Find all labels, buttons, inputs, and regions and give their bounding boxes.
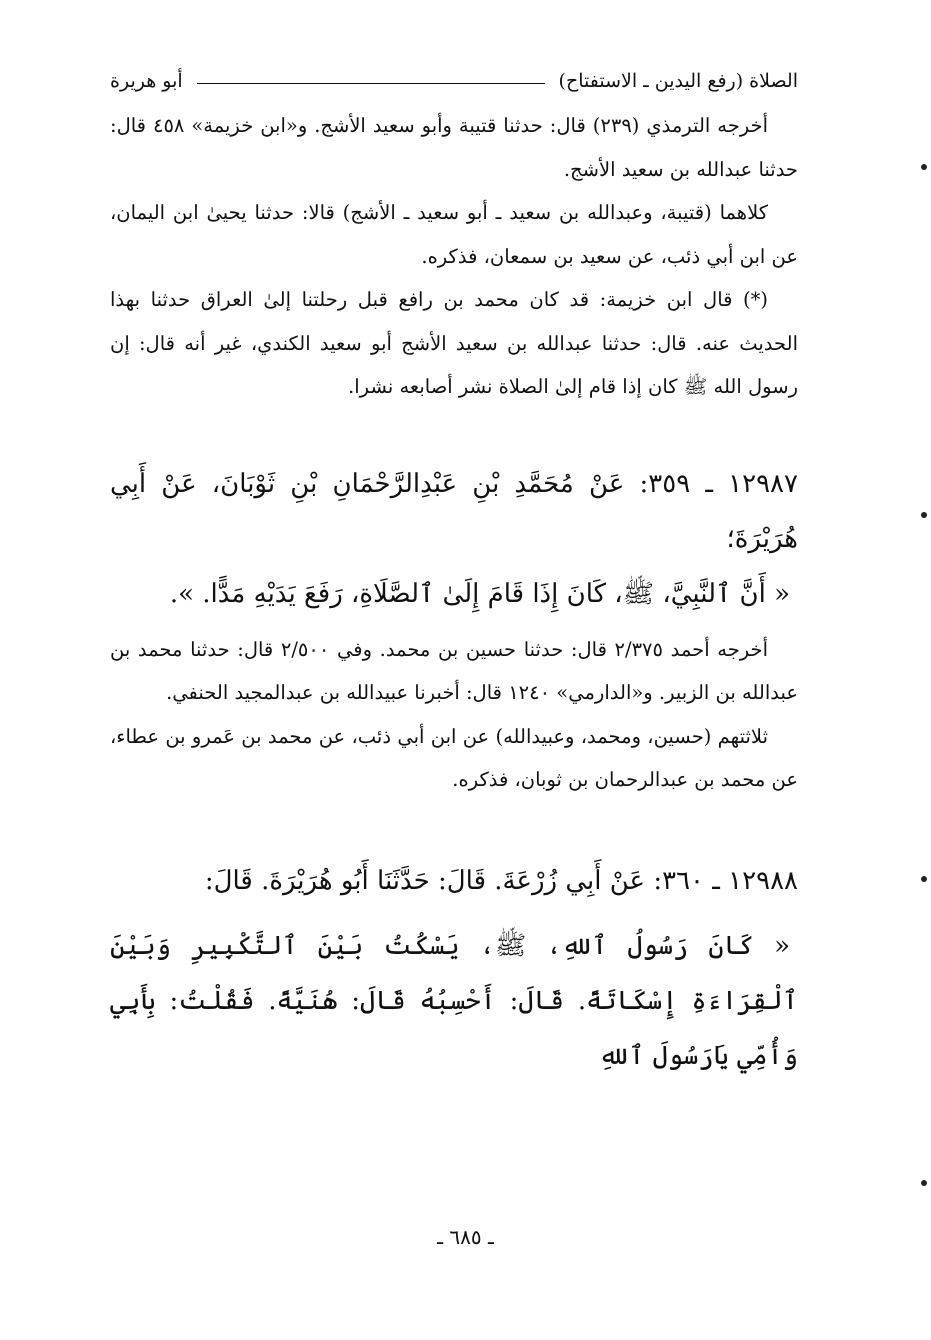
footnote-paragraph: (*) قال ابن خزيمة: قد كان محمد بن رافع قبل رحلتنا إلىٰ العراق حدثنا بهذا الحديث عنه. قال: حدثنا عبدالله بن سعيد الأشج أبو سعيد الكندي، غير أنه قال: إن رسول الله ﷺ كان إذا قام إلىٰ الصلاة نشر أصابعه نشرا.	[110, 288, 798, 398]
header-rule	[197, 83, 545, 84]
hadith-text: « كَانَ رَسُولُ ٱللهِ، ﷺ، يَسْكُتُ بَيْنَ ٱلتَّكْبِيرِ وَبَيْنَ ٱلْقِرَاءَةِ إِسْكَاتَةً. قَالَ: أَحْسِبُهُ قَالَ: هُنَيَّةً. فَقُلْتُ: بِأَبِي وَأُمِّي يَارَسُولَ ٱللهِ	[110, 930, 798, 1071]
page-content	[110, 66, 798, 1084]
takhrij-paragraph: كلاهما (قتيبة، وعبدالله بن سعيد ـ أبو سعيد ـ الأشج) قالا: حدثنا يحيىٰ ابن اليمان، عن ابن أبي ذئب، عن سعيد بن سمعان، فذكره.	[110, 201, 798, 268]
margin-mark	[921, 164, 927, 170]
takhrij-paragraph: ثلاثتهم (حسين، ومحمد، وعبيدالله) عن ابن أبي ذئب، عن محمد بن عَمرو بن عطاء، عن محمد بن عبدالرحمان بن ثوبان، فذكره.	[110, 724, 798, 791]
hadith-heading: ١٢٩٨٨ ـ ٣٦٠: عَنْ أَبِي زُرْعَةَ. قَالَ: حَدَّثَنَا أَبُو هُرَيْرَةَ. قَالَ:	[204, 865, 798, 896]
running-header	[110, 66, 798, 96]
hadith-text: « أَنَّ ٱلنَّبِيَّ، ﷺ، كَانَ إِذَا قَامَ إِلَىٰ ٱلصَّلَاةِ، رَفَعَ يَدَيْهِ مَدًّا. ».	[169, 578, 790, 609]
takhrij-paragraph: أخرجه الترمذي (٢٣٩) قال: حدثنا قتيبة وأبو سعيد الأشج. و«ابن خزيمة» ٤٥٨ قال: حدثنا عبدالله بن سعيد الأشج.	[110, 114, 798, 181]
margin-mark	[921, 512, 927, 518]
chapter-title: الصلاة (رفع اليدين ـ الاستفتاح)	[558, 70, 798, 92]
takhrij-paragraph: أخرجه أحمد ٢/٣٧٥ قال: حدثنا حسين بن محمد. وفي ٢/٥٠٠ قال: حدثنا محمد بن عبدالله بن الزبير. و«الدارمي» ١٢٤٠ قال: أخبرنا عبيدالله بن عبدالمجيد الحنفي.	[110, 637, 798, 704]
margin-mark	[921, 876, 927, 882]
hadith-heading: ١٢٩٨٧ ـ ٣٥٩: عَنْ مُحَمَّدِ بْنِ عَبْدِالرَّحْمَانِ بْنِ ثَوْبَانَ، عَنْ أَبِي هُرَيْرَةَ؛	[110, 468, 798, 554]
narrator-name: أبو هريرة	[110, 70, 183, 92]
margin-mark	[921, 1180, 927, 1186]
page-number: ـ ٦٨٥ ـ	[437, 1225, 494, 1249]
